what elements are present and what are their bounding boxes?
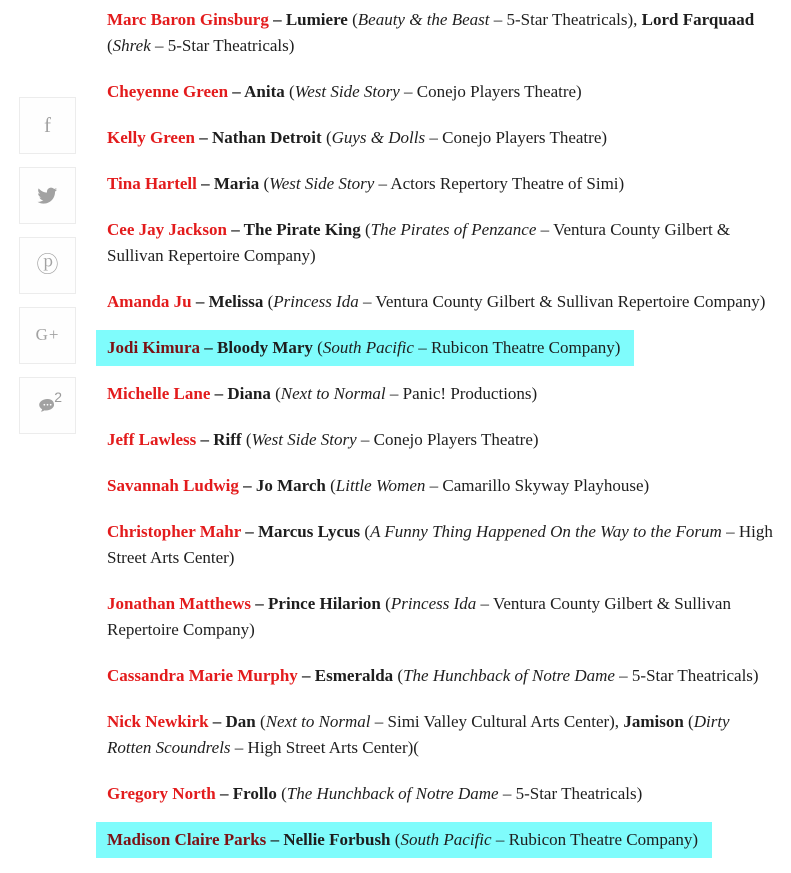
- nominee-name-link[interactable]: Gregory North: [107, 784, 216, 803]
- entry-text-segment: (: [347, 10, 358, 29]
- nominee-name-link[interactable]: Tina Hartell: [107, 174, 197, 193]
- entry-text-segment: – Nellie Forbush: [266, 830, 391, 849]
- entry-text-segment: The Hunchback of Notre Dame: [403, 666, 615, 685]
- nominee-entry: [107, 289, 775, 315]
- entry-text-segment: – 5-Star Theatricals),: [489, 10, 642, 29]
- nominee-entry: [107, 171, 775, 197]
- nominee-entry: [107, 7, 775, 59]
- entry-text-segment: Next to Normal: [280, 384, 386, 403]
- entry-text-segment: (: [380, 594, 391, 613]
- nominee-entry: [107, 79, 775, 105]
- entry-text-segment: Dirty Rotten Scoundrels: [107, 712, 730, 757]
- nominee-entry: [107, 519, 775, 571]
- nominee-name-link[interactable]: Savannah Ludwig: [107, 476, 239, 495]
- entry-text-segment: – Prince Hilarion: [251, 594, 381, 613]
- entry-text-segment: – Panic! Productions): [385, 384, 538, 403]
- entry-text-segment: – Ventura County Gilbert & Sullivan Repertoire Company): [358, 292, 766, 311]
- nominee-entry: [107, 709, 775, 761]
- entry-text-segment: (: [360, 220, 371, 239]
- entry-text-segment: – Simi Valley Cultural Arts Center),: [370, 712, 624, 731]
- entry-text-segment: – Conejo Players Theatre): [356, 430, 539, 449]
- nominee-entry: [107, 217, 775, 269]
- entry-text-segment: – Anita: [228, 82, 285, 101]
- entry-text-segment: Beauty & the Beast: [357, 10, 490, 29]
- nominee-entry: [107, 427, 775, 453]
- nominee-name-link[interactable]: Cassandra Marie Murphy: [107, 666, 298, 685]
- entry-text-segment: – Actors Repertory Theatre of Simi): [374, 174, 625, 193]
- nominee-entry: [107, 591, 775, 643]
- entry-text-segment: – Ventura County Gilbert & Sullivan Repertoire Company): [107, 220, 731, 265]
- entry-text-segment: Lord Farquaad: [641, 10, 755, 29]
- entry-text-segment: – Jo March: [238, 476, 326, 495]
- entry-text-segment: West Side Story: [269, 174, 375, 193]
- nominee-entry: [107, 473, 775, 499]
- entry-text-segment: – Maria: [196, 174, 260, 193]
- entry-text-segment: West Side Story: [251, 430, 357, 449]
- nominee-name-link[interactable]: Nick Newkirk: [107, 712, 209, 731]
- entry-text-segment: (: [270, 384, 281, 403]
- nominee-list: [107, 0, 775, 853]
- entry-text-segment: A Funny Thing Happened On the Way to the Forum: [370, 522, 722, 541]
- highlighted-text: [96, 330, 634, 366]
- facebook-icon: f: [44, 112, 51, 137]
- entry-text-segment: – 5-Star Theatricals): [150, 36, 295, 55]
- nominee-name-link[interactable]: Cheyenne Green: [107, 82, 229, 101]
- nominee-name-link[interactable]: Christopher Mahr: [107, 522, 241, 541]
- comment-count-badge: 2: [54, 389, 62, 405]
- nominee-entry: [107, 827, 775, 853]
- entry-text-segment: – Lumiere: [268, 10, 348, 29]
- share-facebook-button[interactable]: [19, 97, 76, 154]
- entry-text-segment: (: [284, 82, 295, 101]
- entry-text-segment: – Melissa: [191, 292, 264, 311]
- entry-text-segment: – Riff: [196, 430, 242, 449]
- nominee-entry: [107, 781, 775, 807]
- nominee-name-link[interactable]: Madison Claire Parks: [107, 830, 267, 849]
- nominee-name-link[interactable]: Michelle Lane: [107, 384, 211, 403]
- entry-text-segment: (: [312, 338, 323, 357]
- entry-text-segment: The Hunchback of Notre Dame: [286, 784, 499, 803]
- entry-text-segment: – Conejo Players Theatre): [399, 82, 582, 101]
- entry-text-segment: Princess Ida: [390, 594, 477, 613]
- entry-text-segment: South Pacific: [400, 830, 492, 849]
- nominee-name-link[interactable]: Marc Baron Ginsburg: [107, 10, 269, 29]
- entry-text-segment: (: [276, 784, 287, 803]
- entry-text-segment: – Camarillo Skyway Playhouse): [425, 476, 650, 495]
- entry-text-segment: – Marcus Lycus: [240, 522, 361, 541]
- entry-text-segment: – Bloody Mary: [200, 338, 313, 357]
- entry-text-segment: – Rubicon Theatre Company): [491, 830, 699, 849]
- nominee-name-link[interactable]: Amanda Ju: [107, 292, 192, 311]
- highlighted-text: [96, 822, 712, 858]
- entry-text-segment: – Esmeralda: [297, 666, 394, 685]
- entry-text-segment: The Pirates of Penzance: [370, 220, 537, 239]
- entry-text-segment: West Side Story: [294, 82, 400, 101]
- share-googleplus-button[interactable]: [19, 307, 76, 364]
- entry-text-segment: (: [360, 522, 371, 541]
- entry-text-segment: – 5-Star Theatricals): [614, 666, 759, 685]
- nominee-entry: [107, 381, 775, 407]
- entry-text-segment: Next to Normal: [265, 712, 371, 731]
- entry-text-segment: (: [683, 712, 694, 731]
- entry-text-segment: – Frollo: [215, 784, 277, 803]
- entry-text-segment: (: [259, 174, 270, 193]
- nominee-name-link[interactable]: Jeff Lawless: [107, 430, 197, 449]
- entry-text-segment: – Nathan Detroit: [194, 128, 322, 147]
- share-sidebar: [19, 97, 76, 434]
- entry-text-segment: (: [107, 36, 113, 55]
- twitter-bird-icon: [37, 185, 58, 206]
- entry-text-segment: (: [321, 128, 332, 147]
- entry-text-segment: – Dan: [208, 712, 256, 731]
- entry-text-segment: – High Street Arts Center): [107, 522, 773, 567]
- entry-text-segment: (: [393, 666, 404, 685]
- nominee-name-link[interactable]: Jonathan Matthews: [107, 594, 252, 613]
- entry-text-segment: (: [241, 430, 252, 449]
- entry-text-segment: Jamison: [623, 712, 684, 731]
- entry-text-segment: – The Pirate King: [226, 220, 361, 239]
- entry-text-segment: – Rubicon Theatre Company): [413, 338, 621, 357]
- nominee-name-link[interactable]: Jodi Kimura: [107, 338, 201, 357]
- entry-text-segment: – High Street Arts Center)(: [230, 738, 419, 757]
- nominee-entry: [107, 663, 775, 689]
- pinterest-icon: ⓟ: [36, 252, 59, 277]
- entry-text-segment: (: [325, 476, 336, 495]
- entry-text-segment: (: [390, 830, 401, 849]
- entry-text-segment: South Pacific: [322, 338, 414, 357]
- entry-text-segment: – Diana: [210, 384, 271, 403]
- share-twitter-button[interactable]: [19, 167, 76, 224]
- nominee-name-link[interactable]: Cee Jay Jackson: [107, 220, 227, 239]
- entry-text-segment: (: [255, 712, 266, 731]
- entry-text-segment: Guys & Dolls: [331, 128, 426, 147]
- google-plus-icon: G+: [35, 325, 60, 344]
- entry-text-segment: (: [263, 292, 274, 311]
- share-pinterest-button[interactable]: [19, 237, 76, 294]
- nominee-entry: [107, 125, 775, 151]
- entry-text-segment: – Conejo Players Theatre): [425, 128, 608, 147]
- entry-text-segment: Little Women: [335, 476, 426, 495]
- entry-text-segment: Princess Ida: [273, 292, 359, 311]
- nominee-entry: [107, 335, 775, 361]
- share-comments-button[interactable]: [19, 377, 76, 434]
- entry-text-segment: Shrek: [112, 36, 151, 55]
- entry-text-segment: – 5-Star Theatricals): [498, 784, 643, 803]
- entry-text-segment: – Ventura County Gilbert & Sullivan Repertoire Company): [107, 594, 731, 639]
- nominee-name-link[interactable]: Kelly Green: [107, 128, 195, 147]
